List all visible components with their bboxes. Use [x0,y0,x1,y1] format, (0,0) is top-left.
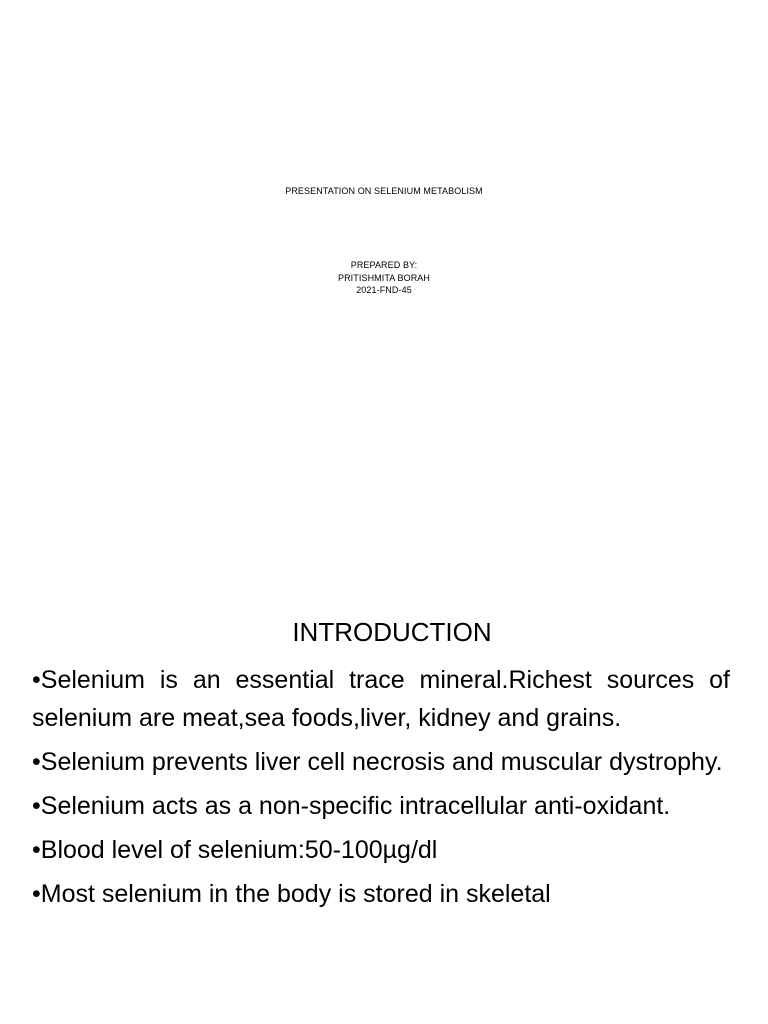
bullet-icon: • [32,666,41,694]
introduction-slide [0,576,768,1024]
bullet-text: Selenium is an essential trace mineral.Richest sources of selenium are meat,sea foods,liver, kidney and grains. [32,666,730,732]
bullet-item [32,875,730,913]
prepared-by-block [0,259,768,297]
bullet-item [32,661,730,737]
slide-heading: INTRODUCTION [292,617,492,647]
bullet-text: Selenium prevents liver cell necrosis and muscular dystrophy. [40,748,723,776]
bullet-icon: • [32,836,41,864]
roll-number: 2021-FND-45 [356,285,412,295]
bullet-item [32,787,730,825]
bullet-item [32,743,730,781]
bullet-icon: • [32,880,41,908]
bullet-text: Blood level of selenium:50-100µg/dl [40,836,438,864]
bullet-text: Selenium acts as a non-specific intracellular anti-oxidant. [40,792,671,820]
bullet-text: Most selenium in the body is stored in skeletal [40,880,551,908]
bullet-item [32,831,730,869]
presentation-title: PRESENTATION ON SELENIUM METABOLISM [285,186,483,196]
author-name: PRITISHMITA BORAH [337,272,431,283]
prepared-by-label: PREPARED BY: [350,260,418,270]
bullet-icon: • [32,792,41,820]
bullet-icon: • [32,748,41,776]
bullet-list [32,661,730,919]
